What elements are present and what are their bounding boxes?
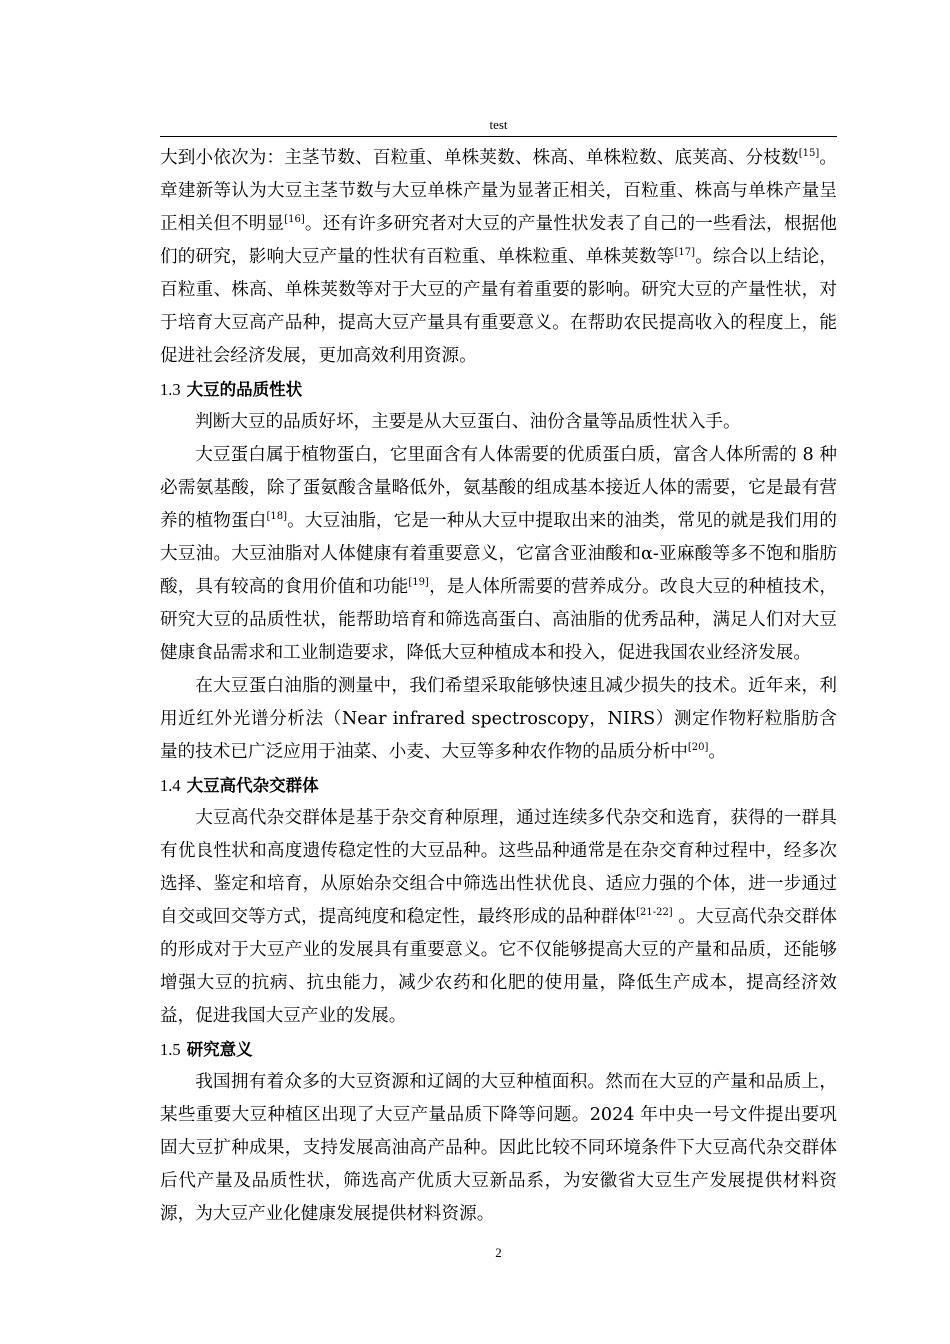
section-heading-1-4: 1.4 大豆高代杂交群体 <box>160 776 319 795</box>
paragraph-protein-oil: 大豆蛋白属于植物蛋白，它里面含有人体需要的优质蛋白质，富含人体所需的 8 种必需氨基酸，除了蛋氨酸含量略低外，氨基酸的组成基本接近人体的需要，它是最有营养的植物蛋白[18]。大豆油脂，它是一种从大豆中提取出来的油类，常见的就是我们用的大豆油。大豆油脂对人体健康有着重要意义，它富含亚油酸和α-亚麻酸等多不饱和脂肪酸，具有较高的食用价值和功能[19]，是人体所需要的营养成分。改良大豆的种植技术，研究大豆的品质性状，能帮助培育和筛选高蛋白、高油脂的优秀品种，满足人们对大豆健康食品需求和工业制造要求，降低大豆种植成本和投入，促进我国农业经济发展。 <box>160 445 837 663</box>
citation[interactable]: [19] <box>408 577 429 589</box>
page-body <box>160 142 837 1231</box>
paragraph-yield-traits: 大到小依次为：主茎节数、百粒重、单株荚数、株高、单株粒数、底荚高、分枝数[15]。章建新等认为大豆主茎节数与大豆单株产量为显著正相关，百粒重、株高与单株产量呈正相关但不明显[16]。还有许多研究者对大豆的产量性状发表了自己的一些看法，根据他们的研究，影响大豆产量的性状有百粒重、单株粒重、单株荚数等[17]。综合以上结论，百粒重、株高、单株荚数等对于大豆的产量有着重要的影响。研究大豆的产量性状，对于培育大豆高产品种，提高大豆产量具有重要意义。在帮助农民提高收入的程度上，能促进社会经济发展，更加高效利用资源。 <box>160 148 837 366</box>
header-rule <box>160 136 837 137</box>
paragraph-research-significance: 我国拥有着众多的大豆资源和辽阔的大豆种植面积。然而在大豆的产量和品质上，某些重要大豆种植区出现了大豆产量品质下降等问题。2024 年中央一号文件提出要巩固大豆扩种成果，支持发展高油高产品种。因此比较不同环境条件下大豆高代杂交群体后代产量及品质性状，筛选高产优质大豆新品系，为安徽省大豆生产发展提供材料资源，为大豆产业化健康发展提供材料资源。 <box>160 1072 837 1224</box>
citation[interactable]: [20] <box>687 742 709 754</box>
citation[interactable]: [15] <box>798 148 820 160</box>
paragraph-nirs: 在大豆蛋白油脂的测量中，我们希望采取能够快速且减少损失的技术。近年来，利用近红外光谱分析法（Near infrared spectroscopy，NIRS）测定作物籽粒脂肪含量的技术已广泛应用于油菜、小麦、大豆等多种农作物的品质分析中[20]。 <box>160 676 837 762</box>
paragraph-quality-intro: 判断大豆的品质好坏，主要是从大豆蛋白、油份含量等品质性状入手。 <box>195 412 741 432</box>
citation[interactable]: [21-22] <box>636 907 673 919</box>
page-number: 2 <box>495 1245 502 1260</box>
running-header: test <box>489 117 508 132</box>
paragraph-hybrid-population: 大豆高代杂交群体是基于杂交育种原理，通过连续多代杂交和选育，获得的一群具有优良性状和高度遗传稳定性的大豆品种。这些品种通常是在杂交育种过程中，经多次选择、鉴定和培育，从原始杂交组合中筛选出性状优良、适应力强的个体，进一步通过自交或回交等方式，提高纯度和稳定性，最终形成的品种群体[21-22] 。大豆高代杂交群体的形成对于大豆产业的发展具有重要意义。它不仅能够提高大豆的产量和品质，还能够增强大豆的抗病、抗虫能力，减少农药和化肥的使用量，降低生产成本，提高经济效益，促进我国大豆产业的发展。 <box>160 808 837 1026</box>
section-heading-1-3: 1.3 大豆的品质性状 <box>160 380 303 399</box>
citation[interactable]: [18] <box>266 511 287 523</box>
citation[interactable]: [17] <box>674 247 696 259</box>
citation[interactable]: [16] <box>284 214 305 226</box>
section-heading-1-5: 1.5 研究意义 <box>160 1040 253 1059</box>
